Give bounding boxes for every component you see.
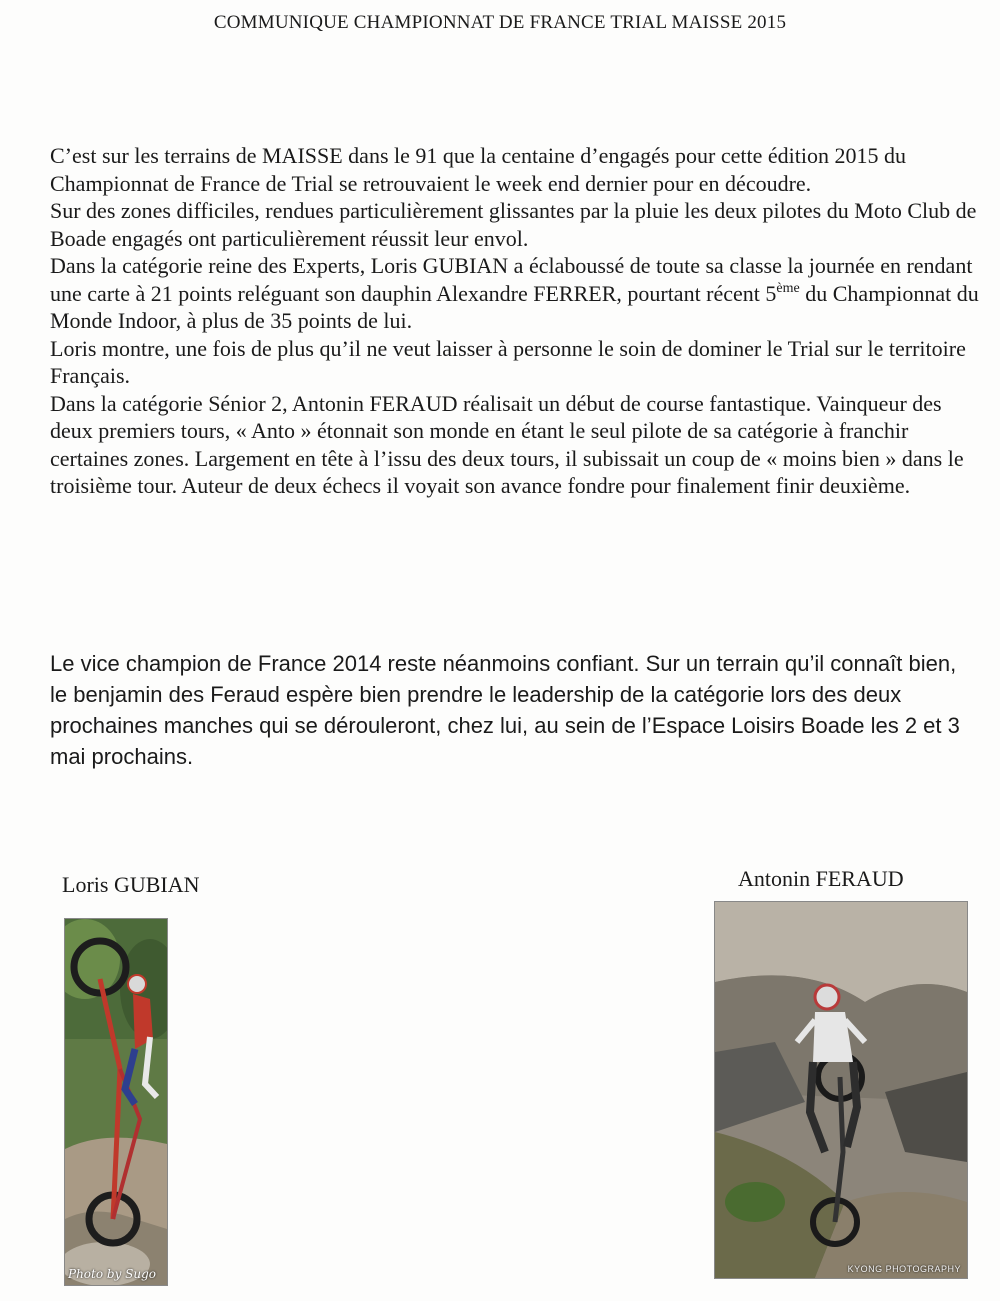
article-body — [50, 142, 980, 500]
ordinal-superscript: ème — [776, 280, 800, 296]
right-photo-caption: Antonin FERAUD — [738, 866, 904, 891]
paragraph-loris: Loris montre, une fois de plus qu’il ne veut laisser à personne le soin de dominer le Trial sur le territoire Français. — [50, 335, 966, 388]
antonin-photo-credit: KYONG PHOTOGRAPHY — [847, 1264, 961, 1274]
experts-text-before: Dans la catégorie reine des Experts, Loris GUBIAN a éclaboussé de toute sa classe la journée en rendant une carte à 21 points reléguant son dauphin Alexandre FERRER, pourtant récent 5 — [50, 253, 973, 306]
left-photo-caption: Loris GUBIAN — [62, 872, 200, 897]
experts-text-after: du Championnat du Monde Indoor, à plus de 35 points de lui. — [50, 280, 979, 333]
paragraph-conditions: Sur des zones difficiles, rendues particulièrement glissantes par la pluie les deux pilotes du Moto Club de Boade engagés ont particulièrement réussit leur envol. — [50, 198, 977, 251]
closing-paragraph: Le vice champion de France 2014 reste néanmoins confiant. Sur un terrain qu’il connaît bien, le benjamin des Feraud espère bien prendre le leadership de la catégorie lors des deux prochaines manches qui se dérouleront, chez lui, au sein de l’Espace Loisirs Boade les 2 et 3 mai prochains. — [50, 651, 960, 769]
antonin-feraud-photo — [714, 901, 968, 1279]
antonin-photo-graphic — [715, 902, 967, 1278]
paragraph-intro: C’est sur les terrains de MAISSE dans le 91 que la centaine d’engagés pour cette édition 2015 du Championnat de France de Trial se retrouvaient le week end dernier pour en découdre. — [50, 143, 906, 196]
paragraph-experts — [50, 252, 980, 335]
loris-photo-credit: Photo by Sugo — [68, 1267, 157, 1281]
loris-gubian-photo — [64, 918, 168, 1286]
document-title: COMMUNIQUE CHAMPIONNAT DE FRANCE TRIAL MAISSE 2015 — [213, 12, 787, 33]
paragraph-senior: Dans la catégorie Sénior 2, Antonin FERAUD réalisait un début de course fantastique. Vainqueur des deux premiers tours, « Anto » étonnait son monde en étant le seul pilote de sa catégorie à franchir certaines zones. Largement en tête à l’issu des deux tours, il subissait un coup de « moins bien » dans le troisième tour. Auteur de deux échecs il voyait son avance fondre pour finalement finir deuxième. — [50, 390, 964, 498]
loris-photo-graphic — [65, 919, 167, 1285]
